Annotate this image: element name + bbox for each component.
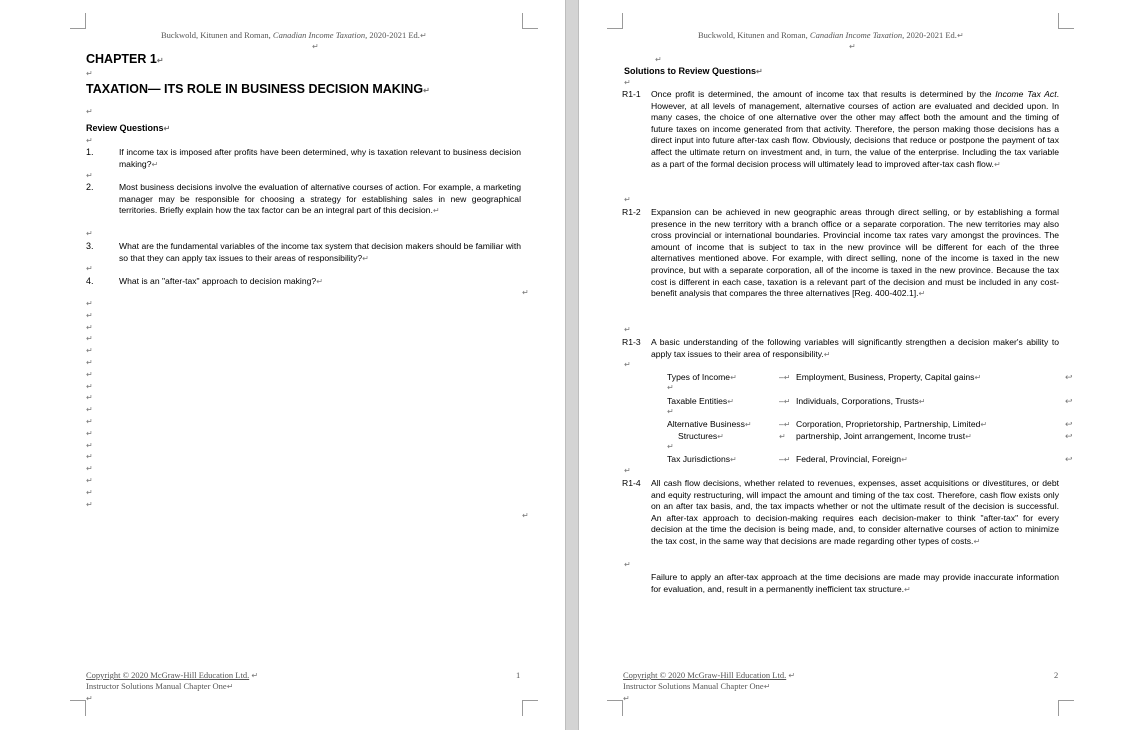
paragraph-mark: ↵ [86, 334, 93, 344]
paragraph-mark: ↵ [86, 405, 93, 415]
question-text: What is an "after-tax" approach to decision making?↵ [119, 276, 323, 286]
paragraph-mark: ↵ [86, 346, 93, 356]
question-number: 4. [86, 276, 94, 286]
variable-dash: –↵ [779, 419, 791, 429]
crop-mark [522, 700, 538, 716]
question-text: If income tax is imposed after profits have been determined, why is taxation relevant to business decision making?↵ [119, 147, 521, 169]
document-page-1 [0, 0, 565, 730]
paragraph-mark: ↵ [624, 360, 631, 369]
question-text: Most business decisions involve the evaluation of alternative courses of action. For example, a marketing manager may be responsible for choosing a strategy for establishing sales in new geographical territories. Briefly explain how the tax factor can be an integral part of this decision.↵ [119, 182, 521, 216]
page-number: 2 [1054, 670, 1059, 680]
paragraph-mark: ↵ [624, 325, 631, 334]
paragraph-mark: ↵ [423, 86, 430, 95]
paragraph-mark: ↵ [522, 511, 529, 520]
paragraph-mark: ↵ [86, 694, 93, 703]
crop-mark [1058, 13, 1074, 29]
variable-dash: –↵ [779, 396, 791, 406]
variable-values: Individuals, Corporations, Trusts↵ [796, 396, 926, 406]
solution-text: Once profit is determined, the amount of income tax that results is determined by the Income Tax Act. However, at all levels of management, alternative courses of action are evaluated and decided upon. In many cases, the choice of one alternative over the other may affect both the amount and the timing of future taxes on income generated from that activity. Therefore, the person making those decisions has a direct input into future after-tax cash flow. Obviously, decisions that reduce or postpone the payment of tax affect the ultimate return on investment and, in turn, the value of the enterprise. Including the tax variable as a part of the formal decision process will ultimately lead to improved after-tax cash flow.↵ [651, 89, 1059, 169]
closing-paragraph: Failure to apply an after-tax approach at the time decisions are made may provide inaccurate information for evaluation, and, result in a permanently inefficient tax structure.↵ [651, 572, 1059, 594]
paragraph-mark: ↵ [419, 31, 427, 40]
header-book-title: Canadian Income Taxation, [272, 30, 368, 40]
paragraph-mark: ↵ [86, 440, 93, 450]
running-header [161, 30, 427, 40]
header-edition: 2020-2021 Ed. [369, 30, 420, 40]
act-title: Income Tax Act [995, 89, 1057, 99]
row-end-mark: ↩ [1065, 396, 1073, 406]
paragraph-mark: ↵ [86, 464, 93, 474]
variable-name: Alternative Business↵ [667, 419, 752, 429]
paragraph-mark: ↵ [86, 452, 93, 462]
paragraph-mark: ↵ [86, 428, 93, 438]
paragraph-mark: ↵ [667, 407, 674, 416]
footer-copyright: Copyright © 2020 McGraw-Hill Education Ltd. [86, 670, 250, 680]
paragraph-mark: ↵ [86, 264, 93, 273]
solution-label: R1-4 [622, 478, 641, 488]
footer-copyright: Copyright © 2020 McGraw-Hill Education Ltd. [623, 670, 787, 680]
crop-mark [522, 13, 538, 29]
solution-text: All cash flow decisions, whether related to revenues, expenses, asset acquisitions or divestitures, or debt and equity restructuring, will impact the amount and timing of the tax cost. Therefore, cash flow exists only on an after tax basis, and, the tax impacts whether or not the ultimate result of the decision is successful. An after-tax approach to decision-making requires each decision-maker to think "after-tax" for every decision at the time the decision is being made, and, to consider alternative courses of action to minimize the tax cost, in the same way that decisions are made regarding other types of costs.↵ [651, 478, 1059, 546]
paragraph-mark: ↵ [624, 78, 631, 87]
paragraph-mark: ↵ [86, 229, 93, 238]
variable-name: Structures↵ [678, 431, 724, 441]
variable-dash: –↵ [779, 454, 791, 464]
paragraph-mark: ↵ [667, 383, 674, 392]
question-number: 2. [86, 182, 94, 192]
crop-mark [607, 13, 623, 29]
variable-values: Federal, Provincial, Foreign↵ [796, 454, 908, 464]
crop-mark [1058, 700, 1074, 716]
solution-label: R1-2 [622, 207, 641, 217]
paragraph-mark: ↵ [312, 42, 319, 51]
variable-name: Types of Income↵ [667, 372, 737, 382]
paragraph-mark: ↵ [86, 476, 93, 485]
footer-manual: Instructor Solutions Manual Chapter One [623, 681, 764, 691]
paragraph-mark: ↵ [624, 195, 631, 204]
solutions-heading: Solutions to Review Questions↵ [624, 66, 763, 76]
page-footer: Copyright © 2020 McGraw-Hill Education Ltd. ↵ Instructor Solutions Manual Chapter One↵ [86, 670, 259, 691]
crop-mark [70, 700, 86, 716]
question-number: 1. [86, 147, 94, 157]
paragraph-mark: ↵ [667, 442, 674, 451]
variable-values: partnership, Joint arrangement, Income trust↵ [796, 431, 972, 441]
solution-text: A basic understanding of the following variables will significantly strengthen a decision maker's ability to apply tax issues to their area of responsibility.↵ [651, 337, 1059, 359]
header-authors: Buckwold, Kitunen and Roman, [161, 30, 271, 40]
row-end-mark: ↩ [1065, 419, 1073, 429]
paragraph-mark: ↵ [86, 369, 93, 379]
review-questions-heading: Review Questions↵ [86, 123, 171, 133]
header-authors: Buckwold, Kitunen and Roman, [698, 30, 808, 40]
header-book-title: Canadian Income Taxation, [809, 30, 905, 40]
crop-mark [70, 13, 86, 29]
row-end-mark: ↩ [1065, 454, 1073, 464]
paragraph-mark: ↵ [655, 55, 662, 64]
paragraph-mark: ↵ [86, 310, 93, 320]
question-number: 3. [86, 241, 94, 251]
page-number: 1 [516, 670, 521, 680]
paragraph-mark: ↵ [86, 136, 93, 145]
paragraph-mark: ↵ [624, 466, 631, 475]
paragraph-mark: ↵ [156, 56, 164, 65]
solution-label: R1-1 [622, 89, 641, 99]
variable-name: Taxable Entities↵ [667, 396, 734, 406]
row-end-mark: ↩ [1065, 431, 1073, 441]
variable-values: Corporation, Proprietorship, Partnership, Limited↵ [796, 419, 988, 429]
paragraph-mark: ↵ [86, 171, 93, 180]
chapter-label: CHAPTER 1↵ [86, 52, 164, 66]
solution-text: Expansion can be achieved in new geographic areas through direct selling, or by establishing a formal presence in the new territory with a branch office or a separate corporation. The new territories may also cross provincial or international boundaries. Provincial income tax rates vary amongst the provinces. The amount of income that is subject to tax in the new province will be different for each of the three alternatives mentioned above. For example, with direct selling, none of the income is taxed in the new province, but with a separate corporation, all of the income is taxed in the new province. Because the tax cost is different in each case, taxation is a relevant part of the decision and must be included in any cost-benefit analysis that compares the three alternatives [Reg. 400-402.1].↵ [651, 207, 1059, 299]
solution-label: R1-3 [622, 337, 641, 347]
running-header [698, 30, 964, 40]
document-page-2 [579, 0, 1144, 730]
paragraph-mark: ↵ [623, 694, 630, 703]
paragraph-mark: ↵ [956, 31, 964, 40]
page-footer: Copyright © 2020 McGraw-Hill Education Ltd. ↵ Instructor Solutions Manual Chapter One↵ [623, 670, 796, 691]
variable-dash: –↵ [779, 372, 791, 382]
variable-values: Employment, Business, Property, Capital gains↵ [796, 372, 982, 382]
question-text: What are the fundamental variables of the income tax system that decision makers should be familiar with so that they can apply tax issues to their areas of responsibility?↵ [119, 241, 521, 263]
paragraph-mark: ↵ [86, 107, 93, 116]
paragraph-mark: ↵ [86, 499, 93, 509]
paragraph-mark: ↵ [86, 393, 93, 403]
paragraph-mark: ↵ [86, 381, 93, 391]
crop-mark [607, 700, 623, 716]
paragraph-mark: ↵ [86, 69, 93, 78]
paragraph-mark: ↵ [86, 322, 93, 332]
variable-name: Tax Jurisdictions↵ [667, 454, 737, 464]
header-edition: 2020-2021 Ed. [906, 30, 957, 40]
paragraph-mark: ↵ [849, 42, 856, 51]
page-gutter [565, 0, 579, 730]
footer-manual: Instructor Solutions Manual Chapter One [86, 681, 227, 691]
chapter-title: TAXATION— ITS ROLE IN BUSINESS DECISION MAKING↵ [86, 82, 430, 96]
paragraph-mark: ↵ [86, 417, 93, 426]
paragraph-mark: ↵ [522, 288, 529, 297]
paragraph-mark: ↵ [86, 487, 93, 497]
paragraph-mark: ↵ [86, 299, 93, 308]
paragraph-mark: ↵ [624, 560, 631, 569]
variable-dash: ↵ [779, 432, 786, 441]
paragraph-mark: ↵ [86, 358, 93, 367]
row-end-mark: ↩ [1065, 372, 1073, 382]
